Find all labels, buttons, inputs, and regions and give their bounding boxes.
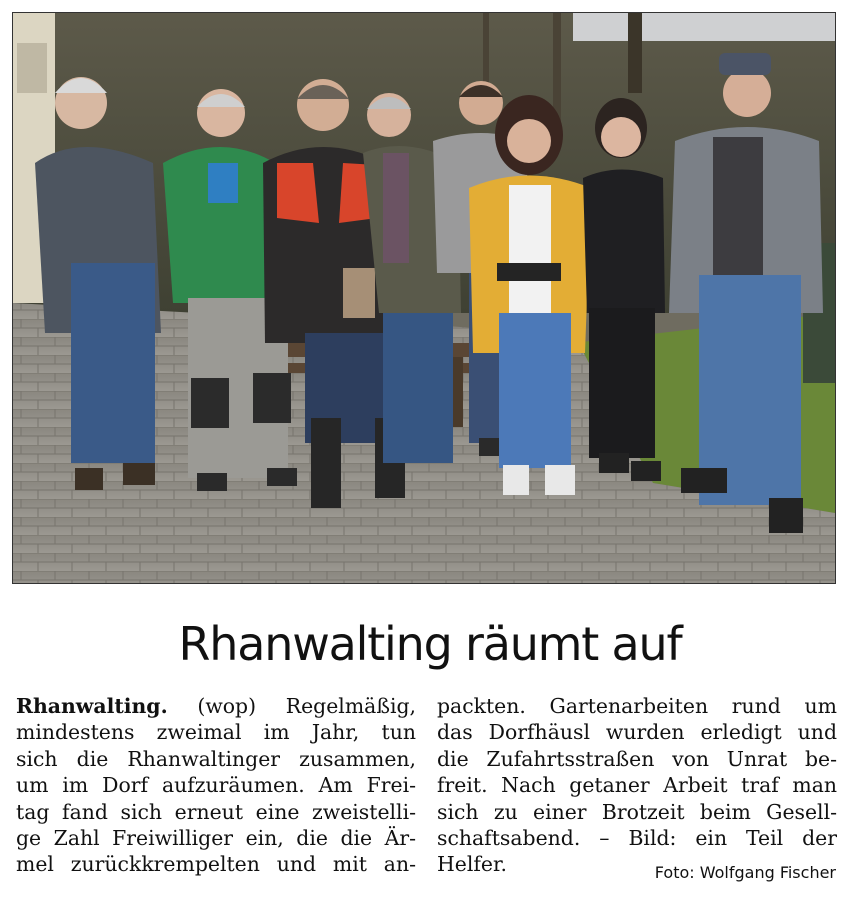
text-line: die Zufahrtsstraßen von Unrat be- <box>437 746 837 771</box>
text-line: packten. Gartenarbeiten rund um <box>437 694 837 718</box>
text-line: sich die Rhanwaltinger zusammen, <box>16 746 416 771</box>
text-line <box>16 693 416 719</box>
text-line-content: (wop) Regelmäßig, <box>167 694 416 718</box>
article-column-left <box>16 693 416 878</box>
photo-credit: Foto: Wolfgang Fischer <box>654 863 836 882</box>
text-line: Helfer. <box>437 852 507 877</box>
text-line: sich zu einer Brotzeit beim Gesell- <box>437 799 837 824</box>
text-line: das Dorfhäusl wurden erledigt und <box>437 720 837 745</box>
text-line: tag fand sich erneut eine zweistelli- <box>16 799 416 824</box>
article-column-right <box>437 693 837 878</box>
group-photo <box>12 12 836 584</box>
headline: Rhanwalting räumt auf <box>178 617 682 671</box>
text-line: freit. Nach getaner Arbeit traf man <box>437 773 837 798</box>
dateline: Rhanwalting. <box>16 694 168 718</box>
text-line: um im Dorf aufzuräumen. Am Frei- <box>16 773 416 798</box>
text-line: mindestens zweimal im Jahr, tun <box>16 720 416 745</box>
text-line: ge Zahl Freiwilliger ein, die die Är- <box>16 825 416 850</box>
text-line: schaftsabend. – Bild: ein Teil der <box>437 825 837 850</box>
text-line: mel zurückkrempelten und mit an- <box>16 852 416 877</box>
